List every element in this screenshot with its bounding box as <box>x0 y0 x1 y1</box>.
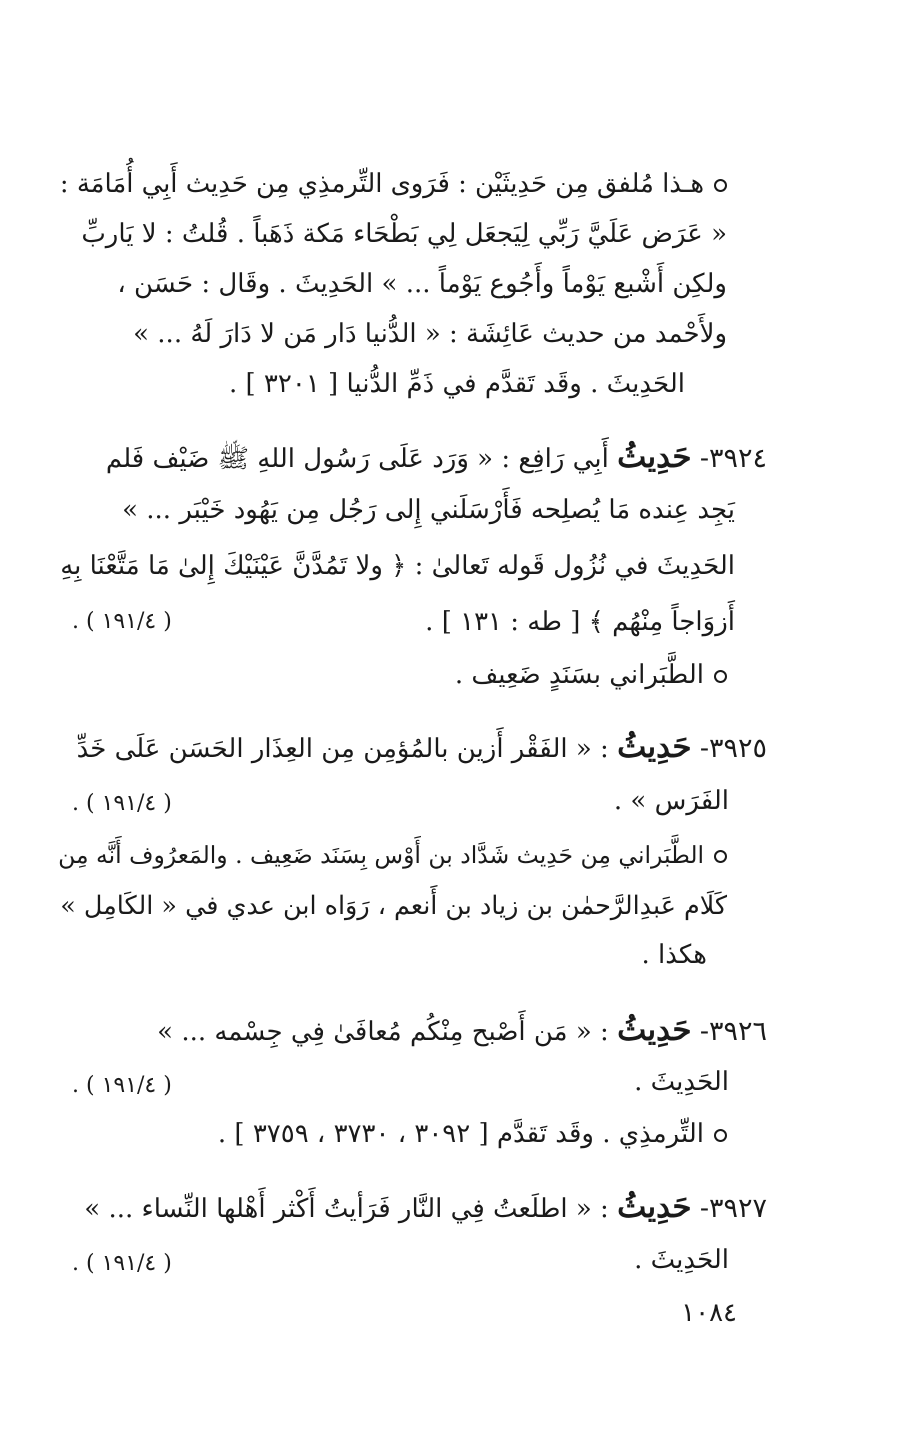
hadith-entry-3925: ٣٩٢٥- حَدِيثُ : « الفَقْر أَزين بالمُؤمِن مِن العِذَار الحَسَن عَلَى خَدِّ <box>76 729 767 765</box>
bullet-icon <box>714 670 727 683</box>
commentary-line: ولأَحْمد من حديث عَائِشَة : « الدُّنيا دَار مَن لا دَارَ لَهُ ... » <box>133 319 727 349</box>
hadith-line: الحَدِيثَ . <box>634 1067 729 1097</box>
hadith-line: الحَدِيثَ في نُزُول قَوله تَعالىٰ : ﴿ ولا تَمُدَّنَّ عَيْنَيْكَ إِلىٰ مَا مَتَّعْنَا بِهِ <box>60 551 735 581</box>
commentary-line: كَلَام عَبدِالرَّحمٰن بن زياد بن أَنعم ، رَوَاه ابن عدي في « الكَامِل » <box>60 890 727 920</box>
heading-word: حَدِيثُ <box>617 439 692 475</box>
bullet-icon <box>714 1129 727 1142</box>
hadith-line: الحَدِيثَ . <box>634 1245 729 1275</box>
source-reference: ( ١٩١/٤ ) . <box>72 1073 172 1098</box>
hadith-line: الفَرَس » . <box>613 786 729 816</box>
hadith-entry-3927: ٣٩٢٧- حَدِيثُ : « اطلَعتُ فِي النَّار فَرَأيتُ أَكْثر أَهْلها النِّساء ... » <box>84 1189 767 1225</box>
heading-word: حَدِيثُ <box>617 729 692 765</box>
commentary-line: هـذا مُلفق مِن حَدِيثَيْن : فَرَوى التِّرمذِي مِن حَدِيث أَبِي أُمَامَة : <box>60 164 727 204</box>
commentary-line: هكذا . <box>641 940 707 970</box>
hadith-line: أَزوَاجاً مِنْهُم ﴾ [ طه : ١٣١ ] . <box>425 607 735 637</box>
commentary-line: الحَدِيثَ . وقَد تَقدَّم في ذَمِّ الدُّنيا [ ٣٢٠١ ] . <box>228 369 685 399</box>
bullet-icon <box>714 179 727 192</box>
heading-word: حَدِيثُ <box>617 1189 692 1225</box>
source-reference: ( ١٩١/٤ ) . <box>72 1251 172 1276</box>
heading-word: حَدِيثُ <box>617 1012 692 1048</box>
bullet-icon <box>714 850 727 863</box>
commentary-line: ولكِن أَشْبع يَوْماً وأَجُوع يَوْماً ... » الحَدِيثَ . وقَال : حَسَن ، <box>117 269 727 299</box>
source-reference: ( ١٩١/٤ ) . <box>72 609 172 634</box>
hadith-line: يَجِد عِنده مَا يُصلِحه فَأَرْسَلَني إِلى رَجُل مِن يَهُود خَيْبَر ... » <box>122 495 735 525</box>
hadith-entry-3924: ٣٩٢٤- حَدِيثُ أَبِي رَافِع : « وَرَد عَلَى رَسُول اللهِ ﷺ ضَيْف فَلم <box>105 439 767 475</box>
commentary-line: « عَرَض عَلَيَّ رَبِّي لِيَجعَل لِي بَطْحَاء مَكة ذَهَباً . قُلتُ : لا يَاربِّ <box>81 219 727 249</box>
commentary-line: الطَّبَراني مِن حَدِيث شَدَّاد بن أَوْس بِسَنَد ضَعِيف . والمَعرُوف أَنَّه مِن <box>58 835 727 875</box>
page-number: ١٠٨٤ <box>681 1298 737 1328</box>
hadith-entry-3926: ٣٩٢٦- حَدِيثُ : « مَن أَصْبح مِنْكُم مُعافَىٰ فِي جِسْمه ... » <box>157 1012 767 1048</box>
commentary-line: الطَّبَراني بسَنَدٍ ضَعِيف . <box>455 655 727 695</box>
source-reference: ( ١٩١/٤ ) . <box>72 791 172 816</box>
commentary-line: التِّرمذِي . وقَد تَقدَّم [ ٣٠٩٢ ، ٣٧٣٠ ، ٣٧٥٩ ] . <box>218 1114 727 1154</box>
